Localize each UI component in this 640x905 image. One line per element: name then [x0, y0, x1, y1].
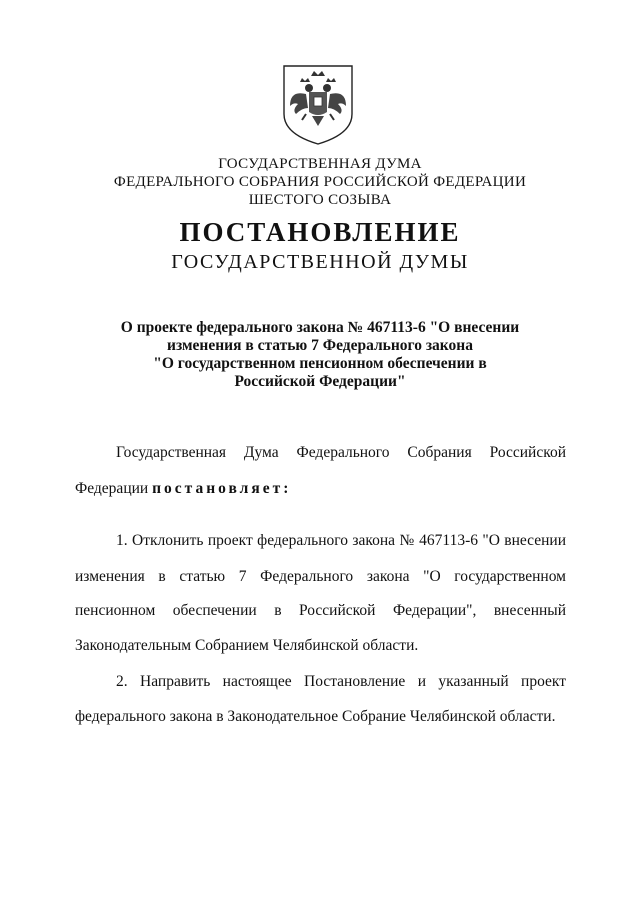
intro-line-1: Государственная Дума Федерального Собрания Российской: [116, 444, 566, 461]
intro-federation: Федерации: [75, 480, 149, 497]
issuing-body: [0, 155, 640, 209]
point-1-line-2: изменения в статью 7 Федерального закона "О государственном: [75, 568, 566, 585]
point-2-line-2: федерального закона в Законодательное Собрание Челябинской области.: [75, 708, 556, 725]
point-1-line-4: Законодательным Собранием Челябинской области.: [75, 637, 419, 654]
intro-decides: постановляет:: [152, 480, 292, 497]
subject-line-3: "О государственном пенсионном обеспечении в: [153, 355, 487, 372]
subject-line-2: изменения в статью 7 Федерального закона: [167, 337, 473, 354]
point-2-line-1: 2. Направить настоящее Постановление и указанный проект: [116, 673, 566, 690]
point-1-line-3: пенсионном обеспечении в Российской Федерации", внесенный: [75, 602, 566, 619]
org-line-2: ФЕДЕРАЛЬНОГО СОБРАНИЯ РОССИЙСКОЙ ФЕДЕРАЦИИ: [113, 174, 527, 190]
subject-line-4: Российской Федерации": [234, 373, 406, 390]
document-subject: [0, 319, 640, 391]
subject-line-1: О проекте федерального закона № 467113-6 "О внесении: [120, 319, 520, 336]
document-subtype: ГОСУДАРСТВЕННОЙ ДУМЫ: [171, 251, 469, 273]
point-1-line-1: 1. Отклонить проект федерального закона № 467113-6 "О внесении: [116, 532, 566, 549]
org-line-3: ШЕСТОГО СОЗЫВА: [248, 192, 392, 208]
document-type: ПОСТАНОВЛЕНИЕ: [179, 217, 461, 247]
org-line-1: ГОСУДАРСТВЕННАЯ ДУМА: [218, 156, 422, 172]
intro-line-2: [75, 479, 566, 498]
coat-of-arms-icon: [278, 62, 358, 146]
